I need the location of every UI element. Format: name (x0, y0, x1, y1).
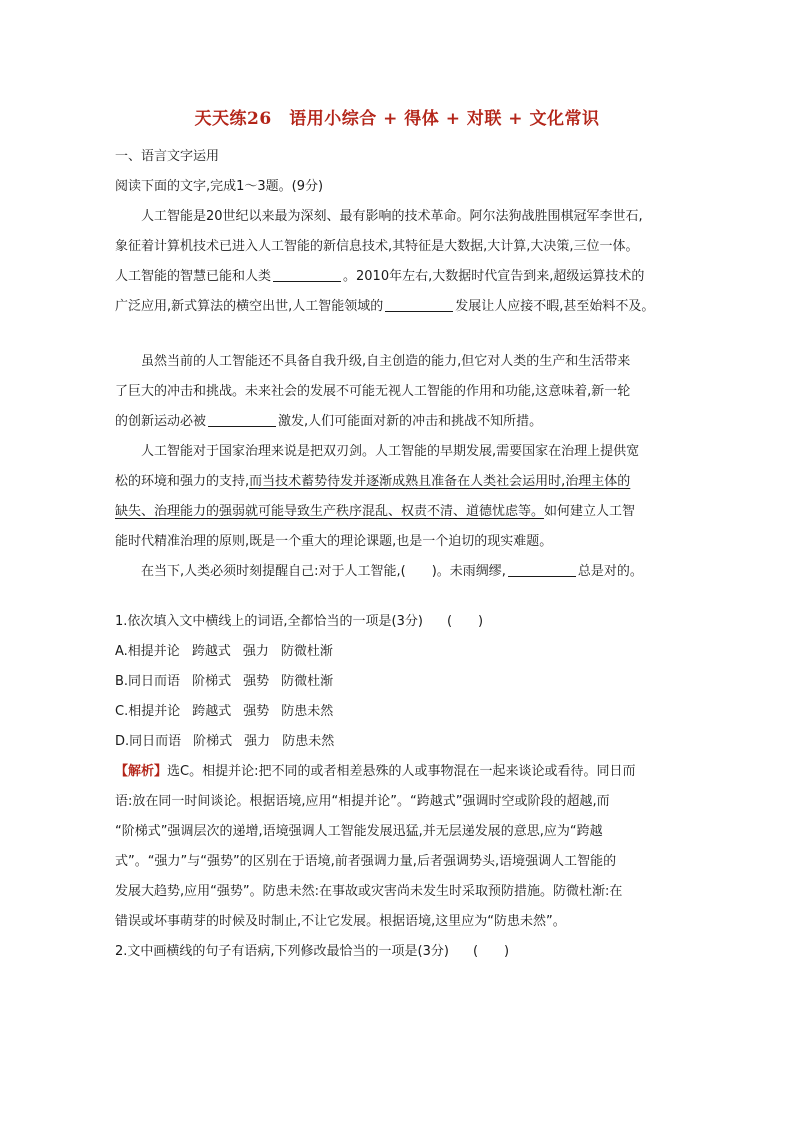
fill-blank (508, 562, 576, 577)
question-text: 1.依次填入文中横线上的词语,全都恰当的一项是(3分) (115, 614, 423, 629)
option-word: 强势 (243, 704, 270, 719)
analysis-text: 选C。相提并论:把不同的或者相差悬殊的人或事物混在一起来谈论或看待。同日而 (167, 764, 636, 779)
paragraph-line: 能时代精准治理的原则,既是一个重大的理论课题,也是一个迫切的现实难题。 (115, 534, 553, 549)
option-word: 强势 (243, 674, 270, 689)
paragraph-line: 了巨大的冲击和挑战。未来社会的发展不可能无视人工智能的作用和功能,这意味着,新一轮 (115, 384, 631, 399)
text-segment: 。2010年左右,大数据时代宣告到来,超级运算技术的 (343, 269, 645, 284)
option-word: 防微杜渐 (281, 674, 334, 689)
fill-blank (385, 297, 453, 312)
paragraph-4 (115, 557, 689, 587)
paragraph-line (115, 467, 689, 497)
underlined-sentence: 缺失、治理能力的强弱就可能导致生产秩序混乱、权责不清、道德忧虑等。 (115, 504, 545, 519)
option-word: D.同日而语 (115, 734, 182, 749)
option-word: 跨越式 (191, 644, 231, 659)
option-word: 阶梯式 (192, 674, 232, 689)
question-text: 2.文中画横线的句子有语病,下列修改最恰当的一项是(3分) (115, 944, 449, 959)
paragraph-line (115, 497, 689, 527)
option-c (115, 697, 689, 727)
analysis-block (115, 757, 689, 937)
spacer (115, 587, 689, 607)
text-segment: 发展让人应接不暇,甚至始料不及。 (455, 299, 655, 314)
option-word: B.同日而语 (115, 674, 181, 689)
paragraph-line: 虽然当前的人工智能还不具备自我升级,自主创造的能力,但它对人类的生产和生活带来 (141, 354, 631, 369)
document-body (115, 142, 689, 967)
page-title: 天天练26 语用小综合 + 得体 + 对联 + 文化常识 (194, 109, 600, 129)
analysis-line: 式”。“强力”与“强势”的区别在于语境,前者强调力量,后者强调势头,语境强调人工智能的 (115, 854, 617, 869)
option-word: 跨越式 (192, 704, 232, 719)
question-1 (115, 607, 689, 757)
reading-instruction: 阅读下面的文字,完成1～3题。(9分) (115, 179, 324, 194)
paragraph-3 (115, 437, 689, 557)
paragraph-line (115, 292, 689, 322)
option-a (115, 637, 689, 667)
text-segment: 如何建立人工智 (544, 504, 636, 519)
option-word: A.相提并论 (115, 644, 180, 659)
analysis-line: 发展大趋势,应用“强势”。防患未然:在事故或灾害尚未发生时采取预防措施。防微杜渐:在 (115, 884, 623, 899)
option-word: 阶梯式 (193, 734, 233, 749)
underlined-sentence: 而当技术蓄势待发并逐渐成熟且准备在人类社会运用时,治理主体的 (249, 474, 631, 489)
option-b (115, 667, 689, 697)
option-word: 防微杜渐 (280, 644, 333, 659)
question-stem (115, 607, 689, 637)
option-word: C.相提并论 (115, 704, 181, 719)
text-segment: 松的环境和强力的支持, (115, 474, 250, 489)
answer-paren: ( ) (472, 944, 510, 959)
text-segment: 总是对的。 (577, 564, 643, 579)
text-segment: 的创新运动必被 (115, 414, 207, 429)
paragraph-2 (115, 347, 689, 437)
text-segment: 激发,人们可能面对新的冲击和挑战不知所措。 (278, 414, 543, 429)
text-segment: 人工智能的智慧已能和人类 (115, 269, 272, 284)
spacer (115, 322, 689, 347)
option-word: 防患未然 (281, 704, 334, 719)
text-segment: 在当下,人类必须时刻提醒自己:对于人工智能,( )。未雨绸缪, (141, 564, 506, 579)
analysis-line (115, 757, 689, 787)
option-word: 防患未然 (282, 734, 335, 749)
analysis-line: “阶梯式”强调层次的递增,语境强调人工智能发展迅猛,并无层递发展的意思,应为“跨越 (115, 824, 603, 839)
option-word: 强力 (244, 734, 271, 749)
fill-blank (273, 267, 341, 282)
paragraph-line (115, 262, 689, 292)
option-word: 强力 (242, 644, 269, 659)
paragraph-line: 人工智能对于国家治理来说是把双刃剑。人工智能的早期发展,需要国家在治理上提供宽 (141, 444, 640, 459)
analysis-line: 错误或坏事萌芽的时候及时制止,不让它发展。根据语境,这里应为“防患未然”。 (115, 914, 566, 929)
answer-paren: ( ) (446, 614, 484, 629)
paragraph-1 (115, 202, 689, 322)
option-d (115, 727, 689, 757)
paragraph-line (115, 407, 689, 437)
section-heading: 一、语言文字运用 (115, 149, 220, 164)
fill-blank (208, 412, 276, 427)
paragraph-line: 人工智能是20世纪以来最为深刻、最有影响的技术革命。阿尔法狗战胜围棋冠军李世石, (141, 209, 643, 224)
analysis-line: 语:放在同一时间谈论。根据语境,应用“相提并论”。“跨越式”强调时空或阶段的超越,而 (115, 794, 610, 809)
paragraph-line (115, 557, 689, 587)
paragraph-line: 象征着计算机技术已进入人工智能的新信息技术,其特征是大数据,大计算,大决策,三位一体。 (115, 239, 639, 254)
question-stem (115, 937, 689, 967)
analysis-tag: 【解析】 (115, 764, 168, 779)
question-2 (115, 937, 689, 967)
text-segment: 广泛应用,新式算法的横空出世,人工智能领域的 (115, 299, 384, 314)
